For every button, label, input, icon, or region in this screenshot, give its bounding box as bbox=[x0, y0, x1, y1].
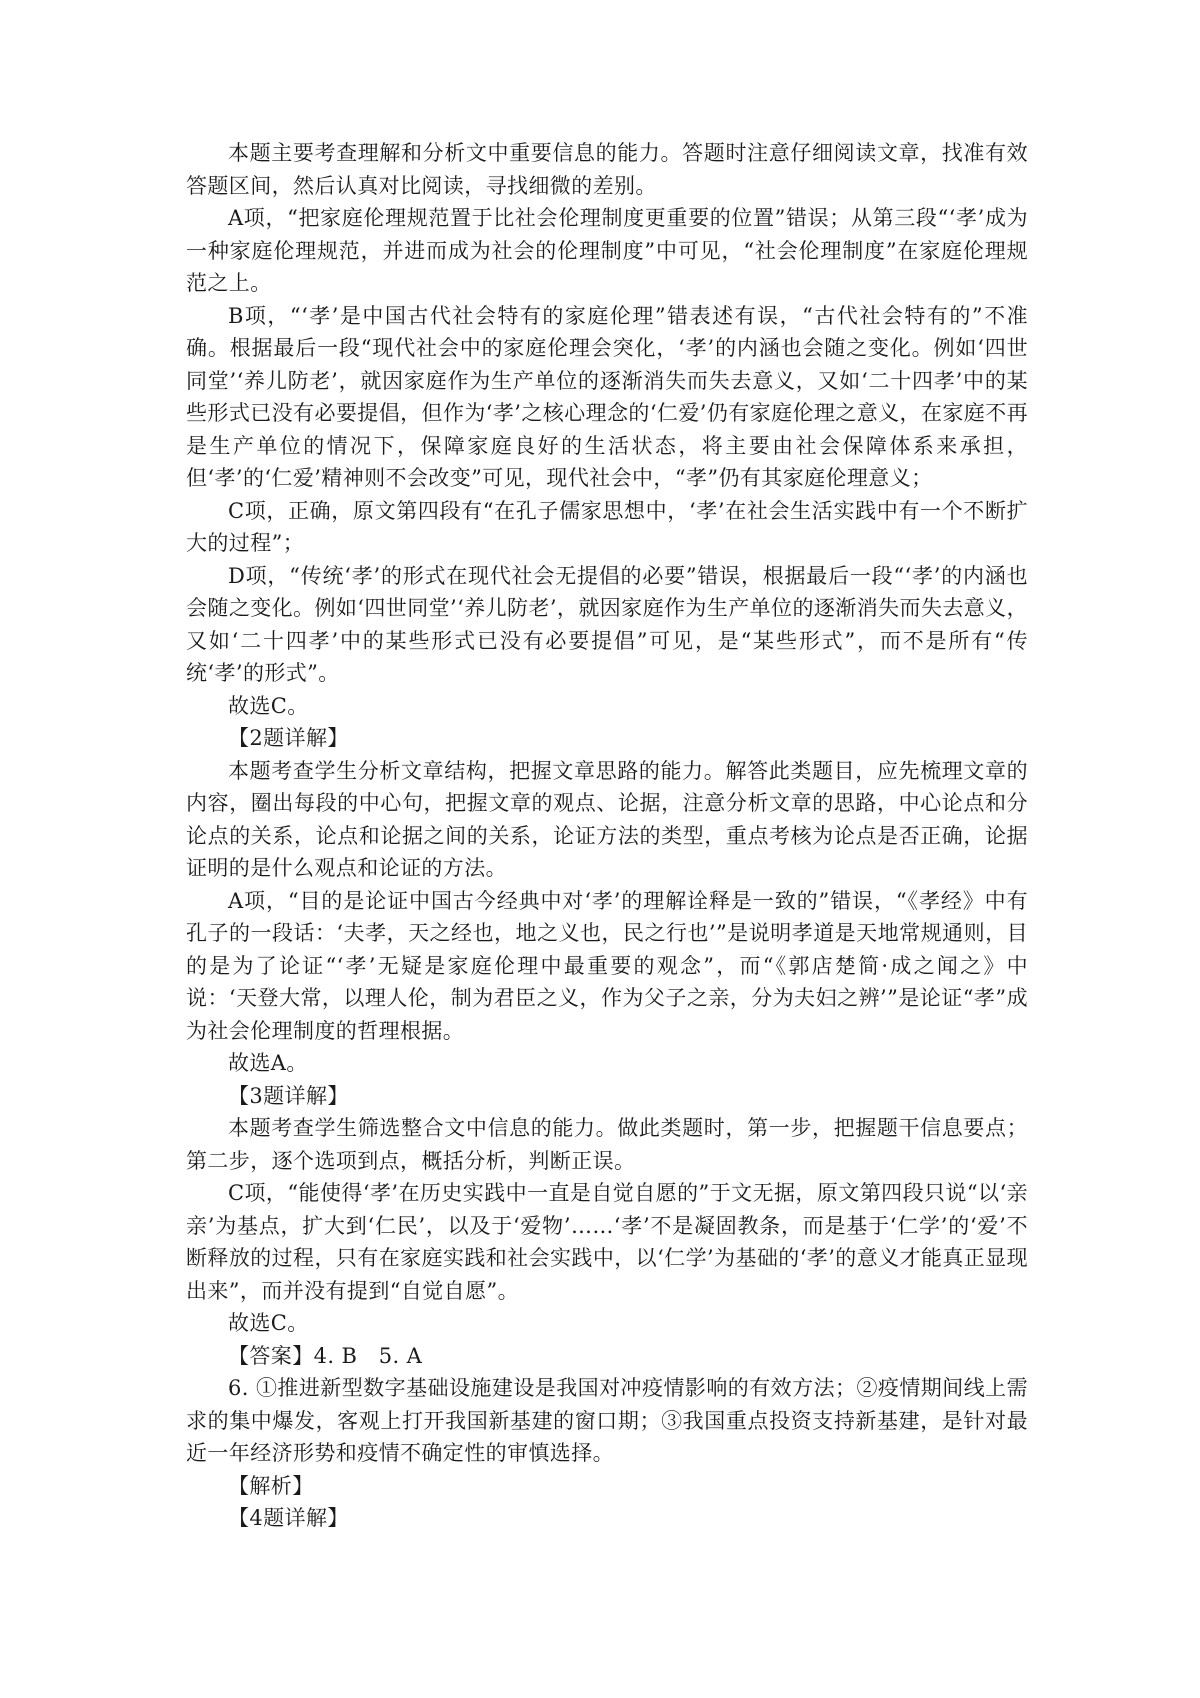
section-heading: 【解析】 bbox=[228, 1473, 314, 1498]
paragraph: B项，“‘孝’是中国古代社会特有的家庭伦理”错表述有误，“古代社会特有的”不准确。根据最后一段“现代社会中的家庭伦理会突化，‘孝’的内涵也会随之变化。例如‘四世同堂’‘养儿防老’，就因家庭作为生产单位的逐渐消失而失去意义，又如‘二十四孝’中的某些形式已没有必要提倡，但作为‘孝’之核心理念的‘仁爱’仍有家庭伦理之意义，在家庭不再是生产单位的情况下，保障家庭良好的生活状态，将主要由社会保障体系来承担，但‘孝’的‘仁爱’精神则不会改变”可见，现代社会中，“孝”仍有其家庭伦理意义； bbox=[186, 303, 1028, 490]
paragraph: A项，“目的是论证中国古今经典中对‘孝’的理解诠释是一致的”错误，“《孝经》中有孔子的一段话：‘夫孝，天之经也，地之义也，民之行也’”是说明孝道是天地常规通则，目的是为了论证“‘孝’无疑是家庭伦理中最重要的观念”，而“《郭店楚简·成之闻之》中说：‘天登大常，以理人伦，制为君臣之义，作为父子之亲，分为夫妇之辨’”是论证“孝”成为社会伦理制度的哲理根据。 bbox=[186, 888, 1028, 1043]
paragraph: 6. ①推进新型数字基础设施建设是我国对冲疫情影响的有效方法；②疫情期间线上需求的集中爆发，客观上打开我国新基建的窗口期；③我国重点投资支持新基建，是针对最近一年经济形势和疫情不确定性的审慎选择。 bbox=[186, 1376, 1028, 1465]
paragraph: 本题主要考查理解和分析文中重要信息的能力。答题时注意仔细阅读文章，找准有效答题区间，然后认真对比阅读，寻找细微的差别。 bbox=[186, 141, 1028, 198]
section-heading: 【4题详解】 bbox=[228, 1506, 349, 1530]
paragraph: C项，正确，原文第四段有“在孔子儒家思想中，‘孝’在社会生活实践中有一个不断扩大的过程”； bbox=[186, 498, 1028, 555]
answer-line: 故选C。 bbox=[228, 693, 309, 718]
paragraph: C项，“能使得‘孝’在历史实践中一直是自觉自愿的”于文无据，原文第四段只说“以‘亲亲’为基点，扩大到‘仁民’，以及于‘爱物’……‘孝’不是凝固教条，而是基于‘仁学’的‘爱’不断释放的过程，只有在家庭实践和社会实践中，以‘仁学’为基础的‘孝’的意义才能真正显现出来”，而并没有提到“自觉自愿”。 bbox=[186, 1181, 1028, 1303]
answer-line: 故选A。 bbox=[228, 1051, 308, 1075]
section-heading: 【2题详解】 bbox=[228, 726, 349, 750]
document-body bbox=[186, 137, 1028, 1535]
paragraph: 本题考查学生分析文章结构，把握文章思路的能力。解答此类题目，应先梳理文章的内容，圈出每段的中心句，把握文章的观点、论据，注意分析文章的思路，中心论点和分论点的关系，论点和论据之间的关系，论证方法的类型，重点考核为论点是否正确，论据证明的是什么观点和论证的方法。 bbox=[186, 758, 1028, 880]
paragraph: D项，“传统‘孝’的形式在现代社会无提倡的必要”错误，根据最后一段“‘孝’的内涵也会随之变化。例如‘四世同堂’‘养儿防老’，就因家庭作为生产单位的逐渐消失而失去意义，又如‘二十四孝’中的某些形式已没有必要提倡”可见，是“某些形式”，而不是所有“传统‘孝’的形式”。 bbox=[186, 563, 1028, 685]
answer-key: 【答案】4. B 5. A bbox=[228, 1343, 423, 1368]
paragraph: 本题考查学生筛选整合文中信息的能力。做此类题时，第一步，把握题干信息要点；第二步，逐个选项到点，概括分析，判断正误。 bbox=[186, 1116, 1028, 1173]
answer-line: 故选C。 bbox=[228, 1311, 309, 1335]
section-heading: 【3题详解】 bbox=[228, 1083, 349, 1108]
paragraph: A项，“把家庭伦理规范置于比社会伦理制度更重要的位置”错误；从第三段“‘孝’成为一种家庭伦理规范，并进而成为社会的伦理制度”中可见，“社会伦理制度”在家庭伦理规范之上。 bbox=[186, 206, 1028, 295]
